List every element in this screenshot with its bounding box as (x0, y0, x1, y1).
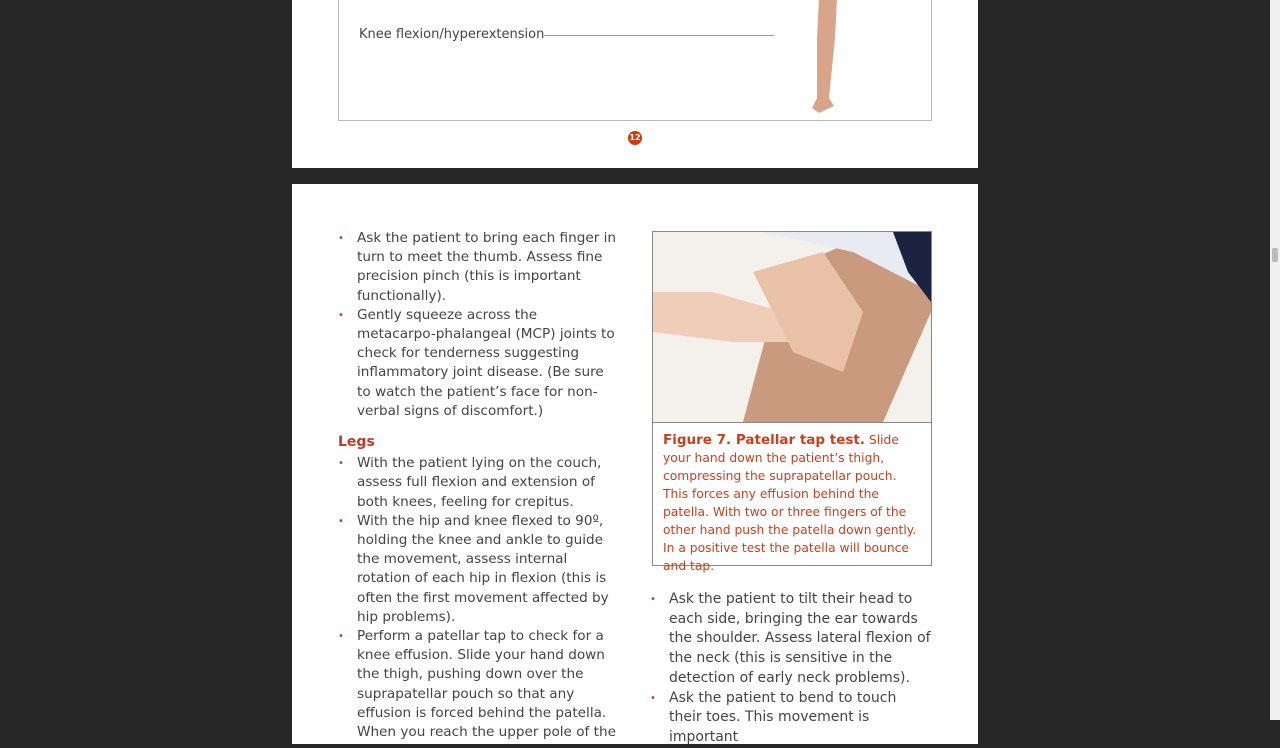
left-column (338, 229, 620, 742)
pdf-page-13 (292, 184, 978, 744)
list-item: • Gently squeeze across the metacarpo-phalangeal (MCP) joints to check for tenderness suggesting inflammatory joint disease. (Be sure to watch the patient’s face for non-verbal signs of discomfort.) (338, 306, 620, 421)
list-item: • Perform a patellar tap to check for a knee effusion. Slide your hand down the thigh, pushing down over the suprapatellar pouch so that any effusion is forced behind the patella. When you reach the upper pole of the (338, 627, 620, 742)
list-item: • Ask the patient to bring each finger in turn to meet the thumb. Assess fine precision pinch (this is important functionally). (338, 229, 620, 306)
figure-box (338, 0, 932, 121)
list-item: • Ask the patient to bend to touch their toes. This movement is important (650, 689, 932, 748)
list-item: • With the patient lying on the couch, assess full flexion and extension of both knees, feeling for crepitus. (338, 454, 620, 512)
leg-illustration (779, 0, 879, 118)
patellar-tap-photo (653, 232, 931, 422)
figure-7 (652, 231, 932, 573)
list-item: • Ask the patient to tilt their head to each side, bringing the ear towards the shoulder. Assess lateral flexion of the neck (this is sensitive in the detection of early neck problems). (650, 590, 932, 689)
figure-caption (653, 422, 931, 583)
right-column (650, 590, 932, 748)
figure-label: Knee flexion/hyperextension (359, 27, 545, 42)
section-heading-legs: Legs (338, 434, 375, 451)
pdf-page-12 (292, 0, 978, 168)
figure-title: Figure 7. Patellar tap test. (663, 432, 865, 448)
page-number-badge: 12 (628, 131, 642, 145)
list-item: • With the hip and knee flexed to 90º, holding the knee and ankle to guide the movement, assess internal rotation of each hip in flexion (this is often the first movement affected by hip problems). (338, 512, 620, 627)
figure-caption-text: Slide your hand down the patient’s thigh, compressing the suprapatellar pouch. This forces any effusion behind the patella. With two or three fingers of the other hand push the patella down gently. In a positive test the patella will bounce and tap. (663, 433, 917, 573)
scrollbar-thumb[interactable] (1272, 248, 1278, 262)
label-leader-line (544, 35, 774, 36)
vertical-scrollbar[interactable] (1270, 0, 1280, 720)
